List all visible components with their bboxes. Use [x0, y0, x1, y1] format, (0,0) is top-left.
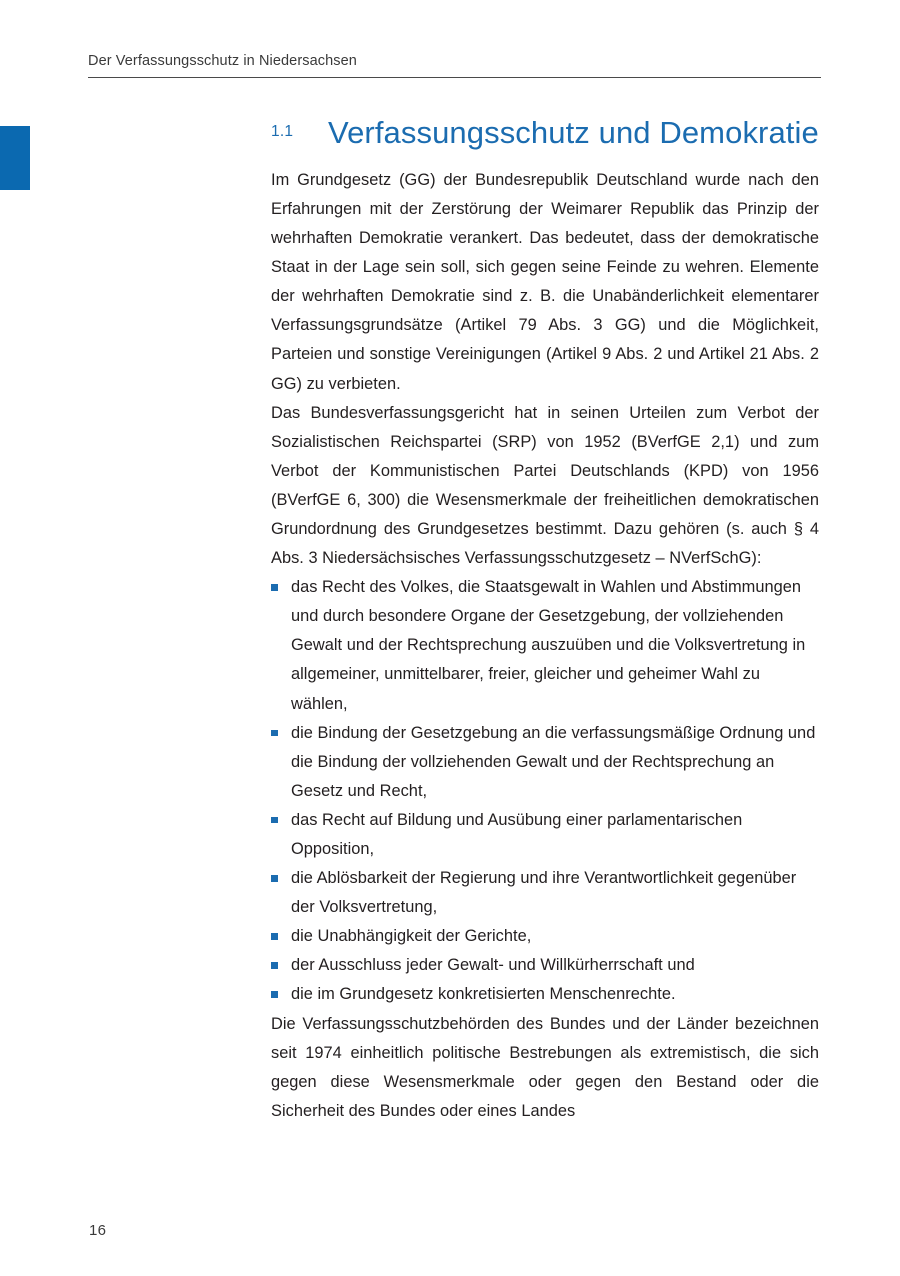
merkmale-bullet-list: [271, 573, 819, 1009]
list-item-text: die Bindung der Gesetzgebung an die verfassungsmäßige Ordnung und die Bindung der vollziehenden Gewalt und der Rechtsprechung an Gesetz und Recht,: [291, 723, 816, 800]
running-header: [88, 52, 821, 78]
page-content: [271, 112, 819, 1126]
running-header-title: Der Verfassungsschutz in Niedersachsen: [88, 53, 357, 69]
list-item-text: die Unabhängigkeit der Gerichte,: [291, 927, 532, 946]
list-item: [271, 922, 819, 951]
square-bullet-icon: [271, 584, 278, 591]
body-paragraph-2: Das Bundesverfassungsgericht hat in seinen Urteilen zum Verbot der Sozialistischen Reichspartei (SRP) von 1952 (BVerfGE 2,1) und zum Verbot der Kommunistischen Partei Deutschlands (KPD) von 1956 (BVerfGE 6, 300) die Wesensmerkmale der freiheitlichen demokratischen Grundordnung des Grundgesetzes bestimmt. Dazu gehören (s. auch § 4 Abs. 3 Niedersächsisches Verfassungsschutzgesetz – NVerfSchG):: [271, 403, 819, 568]
square-bullet-icon: [271, 991, 278, 998]
chapter-title: Verfassungsschutz und Demokratie: [328, 115, 819, 150]
square-bullet-icon: [271, 730, 278, 737]
list-item: [271, 719, 819, 806]
list-item-text: der Ausschluss jeder Gewalt- und Willkürherrschaft und: [291, 956, 695, 975]
list-item: [271, 980, 819, 1009]
list-item-text: das Recht des Volkes, die Staatsgewalt in Wahlen und Abstimmungen und durch besondere Organe der Gesetzgebung, der vollziehenden Gewalt und der Rechtsprechung auszuüben und die Volksvertretung in allgemeiner, unmittelbarer, freier, gleicher und geheimer Wahl zu wählen,: [291, 578, 806, 713]
square-bullet-icon: [271, 962, 278, 969]
square-bullet-icon: [271, 933, 278, 940]
header-divider-rule: [88, 77, 821, 78]
body-paragraph-1: Im Grundgesetz (GG) der Bundesrepublik Deutschland wurde nach den Erfahrungen mit der Zerstörung der Weimarer Republik das Prinzip der wehrhaften Demokratie verankert. Das bedeutet, dass der demokratische Staat in der Lage sein soll, sich gegen seine Feinde zu wehren. Elemente der wehrhaften Demokratie sind z. B. die Unabänderlichkeit elementarer Verfassungsgrundsätze (Artikel 79 Abs. 3 GG) und die Möglichkeit, Parteien und sonstige Vereinigungen (Artikel 9 Abs. 2 und Artikel 21 Abs. 2 GG) zu verbieten.: [271, 170, 819, 393]
square-bullet-icon: [271, 875, 278, 882]
list-item-text: das Recht auf Bildung und Ausübung einer parlamentarischen Opposition,: [291, 810, 743, 858]
chapter-thumb-index-tab: [0, 126, 30, 190]
list-item: [271, 573, 819, 718]
body-paragraph-3: Die Verfassungsschutzbehörden des Bundes und der Länder bezeichnen seit 1974 einheitlich politische Bestrebungen als extremistisch, die sich gegen diese Wesensmerkmale oder gegen den Bestand oder die Sicherheit des Bundes oder eines Landes: [271, 1014, 819, 1120]
chapter-number: 1.1: [271, 123, 294, 140]
page-number: 16: [89, 1222, 107, 1239]
list-item: [271, 951, 819, 980]
page-title: [271, 112, 819, 154]
list-item: [271, 806, 819, 864]
list-item: [271, 864, 819, 922]
list-item-text: die Ablösbarkeit der Regierung und ihre Verantwortlichkeit gegenüber der Volksvertretung,: [291, 869, 797, 917]
list-item-text: die im Grundgesetz konkretisierten Menschenrechte.: [291, 985, 676, 1004]
square-bullet-icon: [271, 817, 278, 824]
